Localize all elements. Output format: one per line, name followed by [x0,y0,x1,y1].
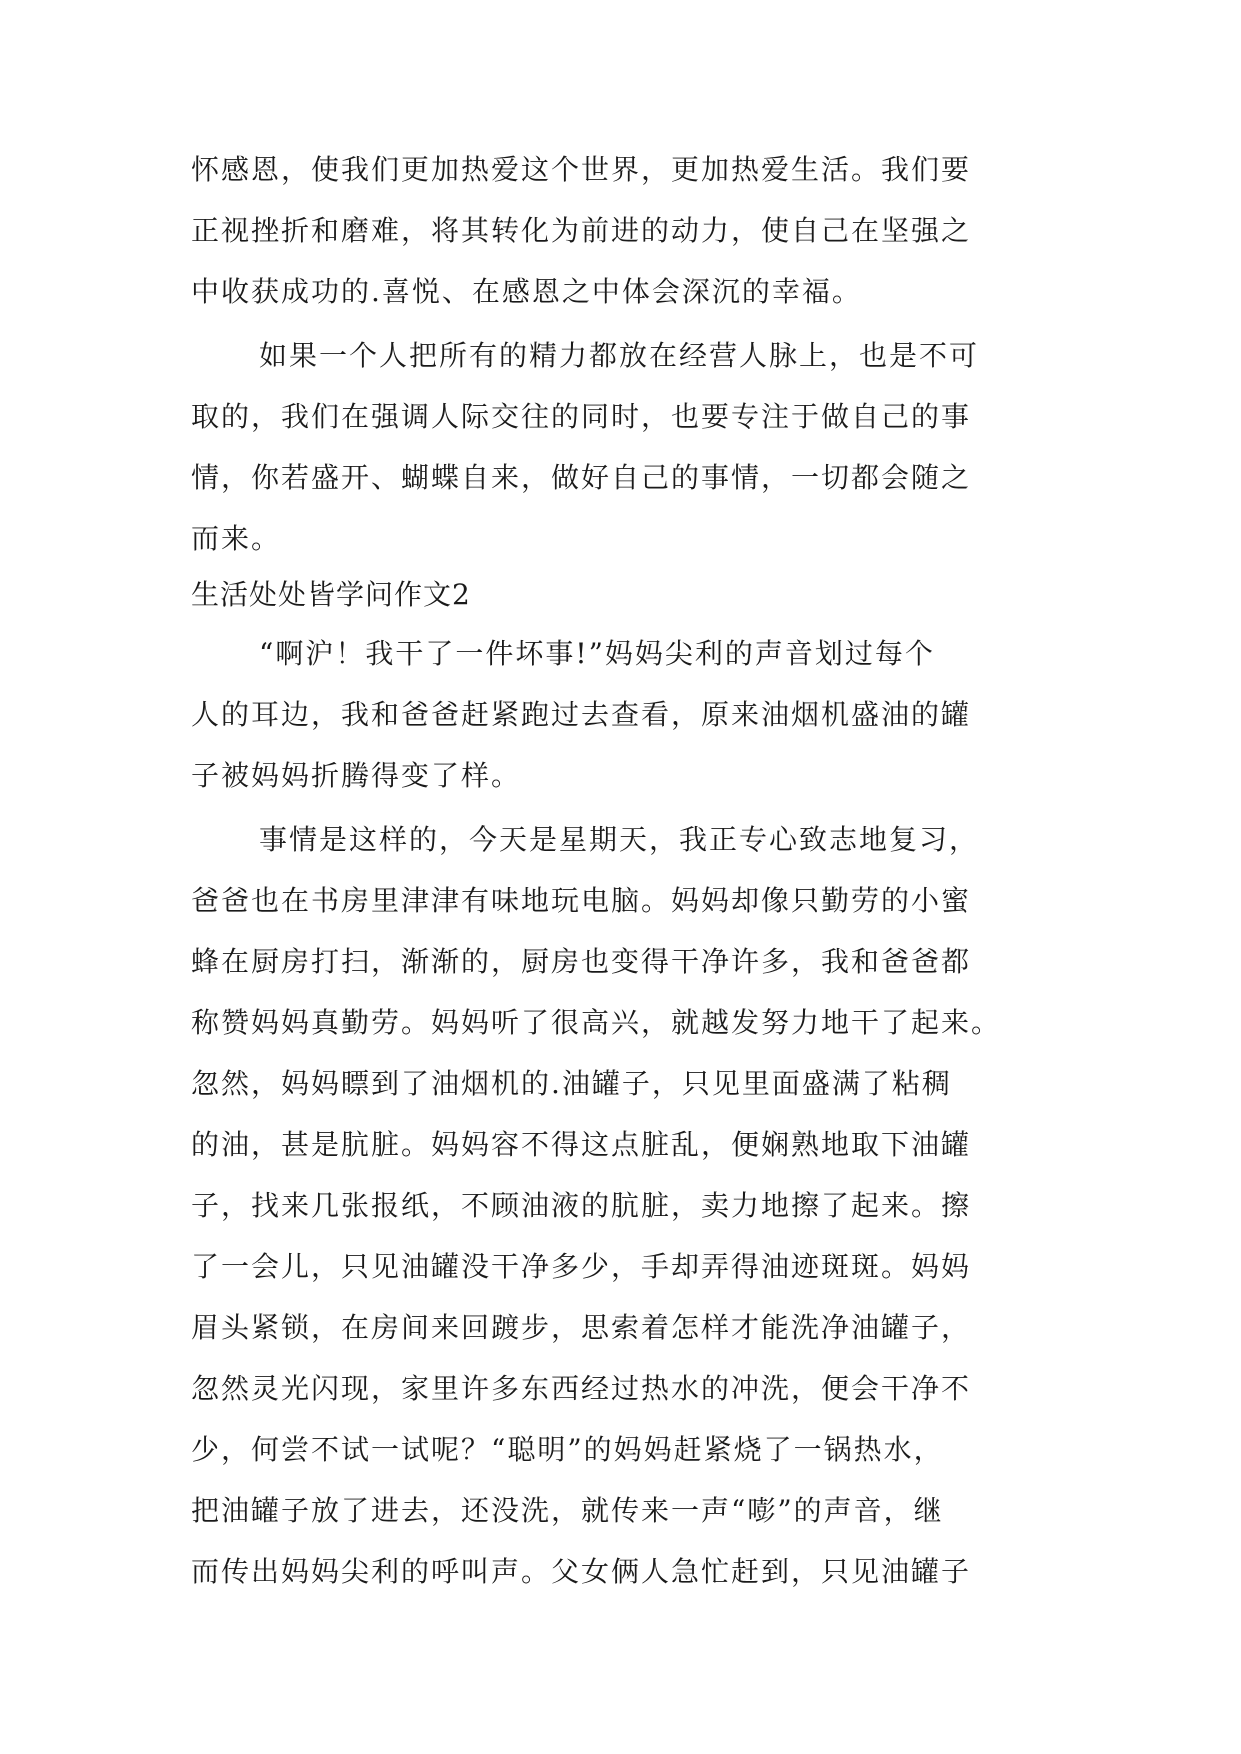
text-line: 中收获成功的.喜悦、在感恩之中体会深沉的幸福。 [191,275,862,308]
text-line: 的油，甚是肮脏。妈妈容不得这点脏乱，便娴熟地取下油罐 [191,1128,972,1161]
text-line: 情，你若盛开、蝴蝶自来，做好自己的事情，一切都会随之 [191,461,972,494]
text-line: 爸爸也在书房里津津有味地玩电脑。妈妈却像只勤劳的小蜜 [191,884,972,917]
text-line: 而来。 [191,522,282,555]
text-line: 而传出妈妈尖利的呼叫声。父女俩人急忙赶到，只见油罐子 [191,1555,972,1588]
text-line: 了一会儿，只见油罐没干净多少，手却弄得油迹斑斑。妈妈 [191,1250,972,1283]
text-line: 称赞妈妈真勤劳。妈妈听了很高兴，就越发努力地干了起来。 [191,1006,1002,1039]
text-line: 正视挫折和磨难，将其转化为前进的动力，使自己在坚强之 [191,214,972,247]
paragraph-first-line: 如果一个人把所有的精力都放在经营人脉上，也是不可 [259,339,980,372]
text-line: 人的耳边，我和爸爸赶紧跑过去查看，原来油烟机盛油的罐 [191,698,972,731]
text-line: 少，何尝不试一试呢？“聪明”的妈妈赶紧烧了一锅热水， [191,1433,944,1466]
text-line: 忽然灵光闪现，家里许多东西经过热水的冲洗，便会干净不 [191,1372,972,1405]
text-line: 取的，我们在强调人际交往的同时，也要专注于做自己的事 [191,400,972,433]
text-line: 忽然，妈妈瞟到了油烟机的.油罐子，只见里面盛满了粘稠 [191,1067,952,1100]
text-line: 怀感恩，使我们更加热爱这个世界，更加热爱生活。我们要 [191,153,972,186]
text-line: 蜂在厨房打扫，渐渐的，厨房也变得干净许多，我和爸爸都 [191,945,972,978]
text-line: 把油罐子放了进去，还没洗，就传来一声“嘭”的声音，继 [191,1494,944,1527]
paragraph-first-line: “啊沪！我干了一件坏事!”妈妈尖利的声音划过每个 [259,637,935,670]
text-line: 眉头紧锁，在房间来回踱步，思索着怎样才能洗净油罐子， [191,1311,972,1344]
text-line: 子被妈妈折腾得变了样。 [191,759,522,792]
text-line: 子，找来几张报纸，不顾油液的肮脏，卖力地擦了起来。擦 [191,1189,972,1222]
section-heading: 生活处处皆学问作文2 [191,578,471,611]
paragraph-first-line: 事情是这样的，今天是星期天，我正专心致志地复习， [259,823,980,856]
